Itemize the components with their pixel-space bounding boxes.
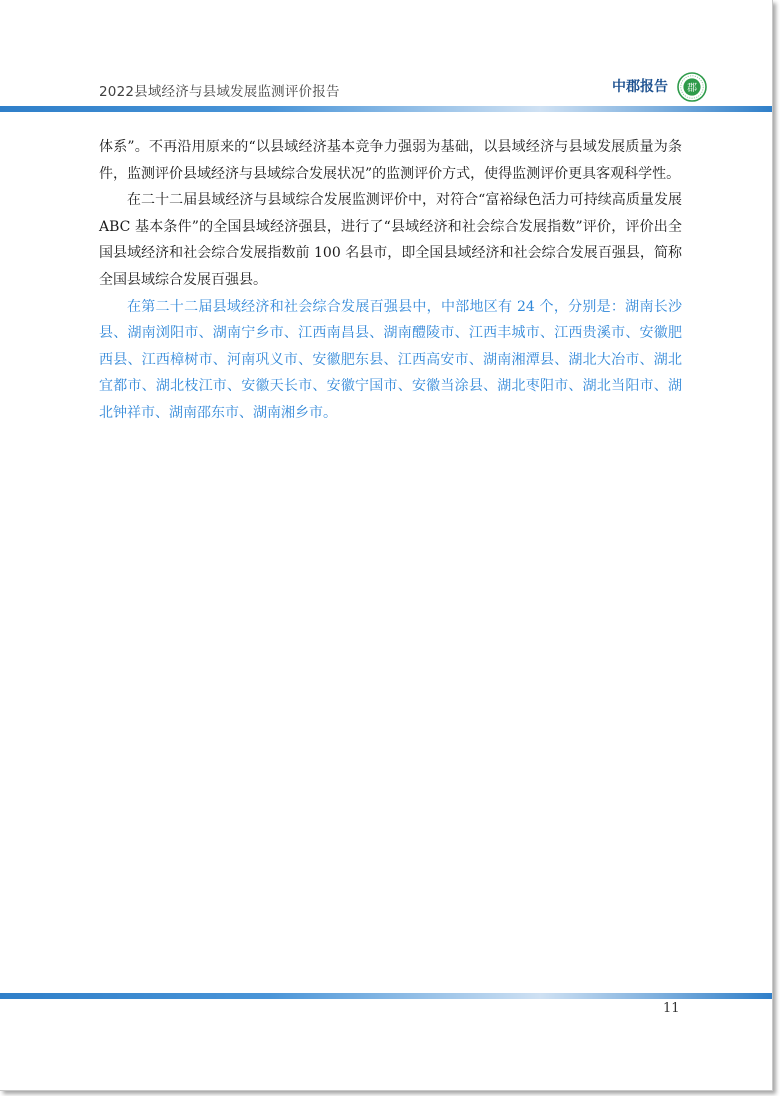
paragraph-3-highlighted: 在第二十二届县域经济和社会综合发展百强县中，中部地区有 24 个，分别是：湖南长沙县、湖南浏阳市、湖南宁乡市、江西南昌县、湖南醴陵市、江西丰城市、江西贵溪市、安徽肥西县、江西樟树市、河南巩义市、安徽肥东县、江西高安市、湖南湘潭县、湖北大冶市、湖北宜都市、湖北枝江市、安徽天长市、安徽宁国市、安徽当涂县、湖北枣阳市、湖北当阳市、湖北钟祥市、湖南邵东市、湖南湘乡市。 <box>99 298 682 421</box>
paragraph-2: 在二十二届县域经济与县域综合发展监测评价中，对符合“富裕绿色活力可持续高质量发展 ABC 基本条件”的全国县域经济强县，进行了“县域经济和社会综合发展指数”评价，评价出全国县域经济和社会综合发展指数前 100 名县市，即全国县域经济和社会综合发展百强县，简称全国县域综合发展百强县。 <box>99 192 682 288</box>
header-title: 2022县域经济与县域发展监测评价报告 <box>99 84 340 100</box>
seal-logo-icon <box>677 72 707 102</box>
logo-text: 郡 <box>687 83 697 94</box>
paragraph-1: 体系”。不再沿用原来的“以县域经济基本竞争力强弱为基础，以县域经济与县域发展质量为条件，监测评价县域经济与县域综合发展状况”的监测评价方式，使得监测评价更具客观科学性。 <box>99 139 682 182</box>
footer-rule <box>0 993 772 999</box>
body-text <box>99 134 682 427</box>
page-number: 11 <box>663 1001 680 1016</box>
header-rule <box>0 106 772 112</box>
brand-name: 中郡报告 <box>612 79 668 95</box>
